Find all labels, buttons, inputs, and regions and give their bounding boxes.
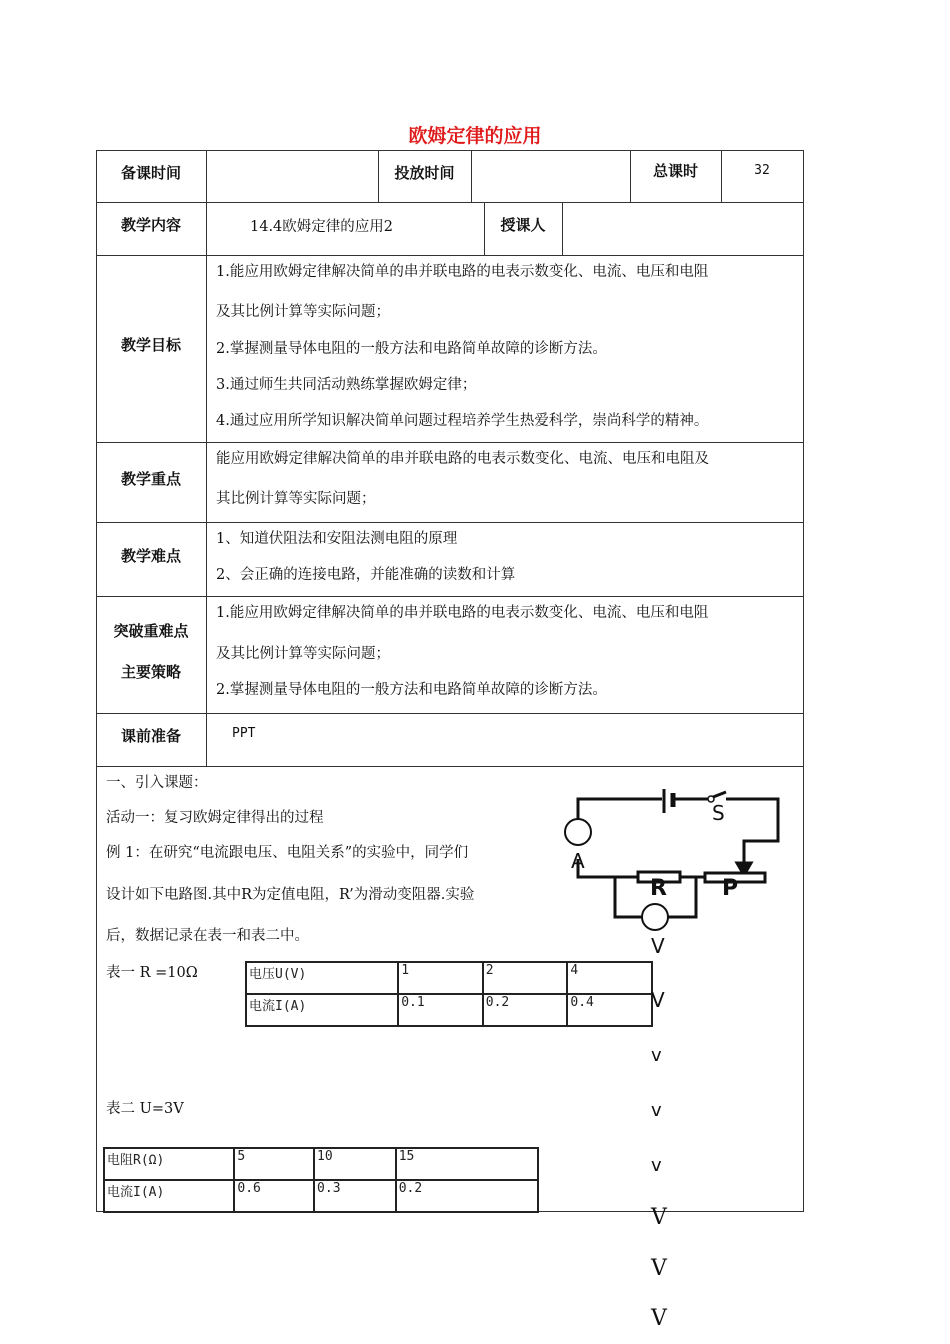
strategies-label-2: 主要策略 <box>120 663 181 681</box>
slider-label: P <box>722 876 739 901</box>
table-cell: 电流I(A) <box>246 994 398 1026</box>
key-point-line: 能应用欧姆定律解决简单的串并联电路的电表示数变化、电流、电压和电阻及 <box>216 451 709 467</box>
table-cell: 电阻R(Ω) <box>104 1148 234 1180</box>
table-cell: 0.2 <box>396 1180 538 1212</box>
prep-value: PPT <box>232 726 256 741</box>
prep-label: 课前准备 <box>120 727 181 745</box>
difficulty-line: 1、知道伏阻法和安阻法测电阻的原理 <box>216 531 458 547</box>
objective-line: 及其比例计算等实际问题； <box>216 304 390 320</box>
objective-line: 4.通过应用所学知识解决简单问题过程培养学生热爱科学，崇尚科学的精神。 <box>216 413 709 429</box>
table1-caption: 表一 R =10Ω <box>106 965 198 981</box>
table-cell: 0.4 <box>567 994 652 1026</box>
data-table-1 <box>245 961 653 1027</box>
resistor-label: R <box>650 876 667 901</box>
deliver-time-label: 投放时间 <box>394 164 455 182</box>
prep-time-label: 备课时间 <box>120 164 181 182</box>
data-table-2 <box>103 1147 539 1213</box>
table-cell: 0.6 <box>234 1180 314 1212</box>
total-lessons-value: 32 <box>754 163 770 178</box>
teaching-content-value: 14.4欧姆定律的应用2 <box>250 219 394 235</box>
section-heading: 一、引入课题： <box>106 775 208 791</box>
strategy-line: 2.掌握测量导体电阻的一般方法和电路简单故障的诊断方法。 <box>216 682 607 698</box>
stray-mark: V <box>651 1256 667 1281</box>
table-cell: 5 <box>234 1148 314 1180</box>
table-cell: 10 <box>314 1148 396 1180</box>
table-cell: 1 <box>398 962 483 994</box>
key-points-label: 教学重点 <box>120 470 181 488</box>
switch-label: S <box>712 801 725 825</box>
objective-line: 3.通过师生共同活动熟练掌握欧姆定律； <box>216 377 477 393</box>
strategy-line: 1.能应用欧姆定律解决简单的串并联电路的电表示数变化、电流、电压和电阻 <box>216 605 709 621</box>
difficulty-line: 2、会正确的连接电路，并能准确的读数和计算 <box>216 567 516 583</box>
strategies-label-1: 突破重难点 <box>113 622 189 640</box>
teaching-content-label: 教学内容 <box>120 216 181 234</box>
objectives-label: 教学目标 <box>120 336 181 354</box>
ammeter-label: A <box>571 849 585 873</box>
voltmeter-icon <box>642 904 668 930</box>
table-row <box>104 1148 538 1180</box>
stray-mark: v <box>651 1100 662 1121</box>
table-cell: 15 <box>396 1148 538 1180</box>
table-row <box>246 994 652 1026</box>
table-row <box>104 1180 538 1212</box>
table-row <box>246 962 652 994</box>
table2-caption: 表二 U=3V <box>106 1101 184 1117</box>
difficulties-label: 教学难点 <box>120 547 181 565</box>
table-cell: 电压U(V) <box>246 962 398 994</box>
activity-heading: 活动一：复习欧姆定律得出的过程 <box>106 810 324 826</box>
stray-mark: V <box>651 1205 667 1230</box>
stray-mark: V <box>651 1306 667 1331</box>
key-point-line: 其比例计算等实际问题； <box>216 491 376 507</box>
stray-mark: V <box>651 934 665 958</box>
table-cell: 0.3 <box>314 1180 396 1212</box>
objective-line: 1.能应用欧姆定律解决简单的串并联电路的电表示数变化、电流、电压和电阻 <box>216 264 709 280</box>
example-line: 设计如下电路图.其中R为定值电阻，R’为滑动变阻器.实验 <box>106 887 475 903</box>
table-cell: 4 <box>567 962 652 994</box>
document-title: 欧姆定律的应用 <box>408 125 542 147</box>
table-cell: 0.1 <box>398 994 483 1026</box>
objective-line: 2.掌握测量导体电阻的一般方法和电路简单故障的诊断方法。 <box>216 341 607 357</box>
table-cell: 0.2 <box>483 994 568 1026</box>
table-cell: 2 <box>483 962 568 994</box>
example-line: 后，数据记录在表一和表二中。 <box>106 928 309 944</box>
stray-mark: V <box>651 988 665 1012</box>
stray-mark: v <box>651 1045 662 1066</box>
circuit-diagram <box>560 785 790 935</box>
example-line: 例 1：在研究“电流跟电压、电阻关系”的实验中，同学们 <box>106 845 469 861</box>
ammeter-icon <box>565 819 591 845</box>
teacher-label: 授课人 <box>500 216 546 234</box>
stray-mark: v <box>651 1155 662 1176</box>
table-cell: 电流I(A) <box>104 1180 234 1212</box>
strategy-line: 及其比例计算等实际问题； <box>216 646 390 662</box>
total-lessons-label: 总课时 <box>652 162 698 180</box>
